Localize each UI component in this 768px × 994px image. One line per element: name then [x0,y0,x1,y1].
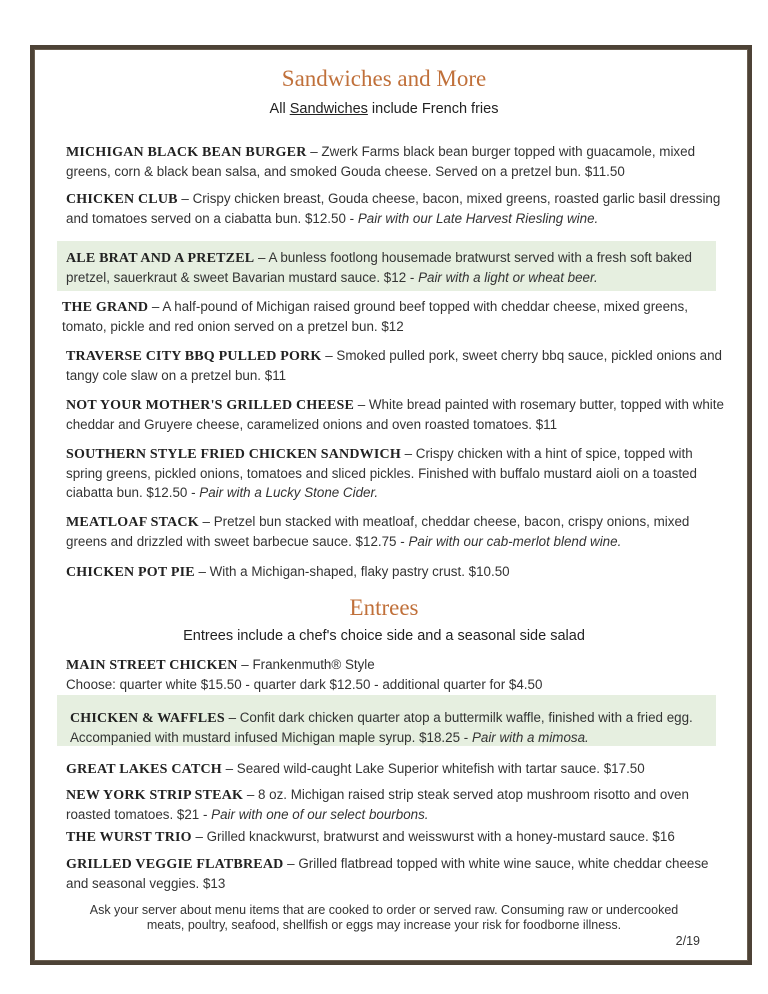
menu-item [66,346,726,385]
item-name: CHICKEN POT PIE [66,565,195,580]
section-subtitle-entrees: Entrees include a chef's choice side and a seasonal side salad [183,628,585,644]
dash: – [283,856,299,871]
dash: – [194,564,210,579]
item-name: SOUTHERN STYLE FRIED CHICKEN SANDWICH [66,447,401,462]
item-name: TRAVERSE CITY BBQ PULLED PORK [66,349,322,364]
section-title-entrees: Entrees [349,595,419,620]
item-description: Crispy chicken breast, Gouda cheese, bacon, mixed greens, roasted garlic basil dressing and tomatoes served on a ciabatta bun. $12.50 - [66,191,721,226]
item-pairing: Pair with our cab-merlot blend wine. [408,534,622,549]
item-name: MEATLOAF STACK [66,515,199,530]
menu-item [70,708,730,747]
page-number: 2/19 [675,934,700,948]
section-title-sandwiches: Sandwiches and More [281,66,487,91]
item-description: A half-pound of Michigan raised ground beef topped with cheddar cheese, mixed greens, tomato, pickle and red onion served on a pretzel bun. $12 [62,299,688,334]
dash: – [254,250,269,265]
disclaimer-line-1: Ask your server about menu items that are cooked to order or served raw. Consuming raw or undercooked [89,903,679,917]
item-description: Frankenmuth® Style [252,657,375,672]
item-description: Confit dark chicken quarter atop a buttermilk waffle, finished with a fried egg. Accompanied with mustard infused Michigan maple syrup. $18.25 - [70,710,693,745]
item-name: ALE BRAT AND A PRETZEL [66,251,255,266]
dash: – [148,299,163,314]
menu-item [66,655,726,694]
item-name: GREAT LAKES CATCH [66,762,222,777]
menu-border-inner [34,49,748,961]
menu-item [66,785,726,824]
dash: – [321,348,337,363]
item-name: CHICKEN & WAFFLES [70,711,225,726]
item-description: White bread painted with rosemary butter, topped with white cheddar and Gruyere cheese, caramelized onions and oven roasted tomatoes. $11 [66,397,724,432]
item-name: THE GRAND [62,300,149,315]
item-description: Grilled knackwurst, bratwurst and weisswurst with a honey-mustard sauce. $16 [206,829,675,844]
menu-item [66,562,726,582]
section-subtitle-sandwiches [0,101,768,117]
menu-item [66,248,726,287]
menu-item [66,189,726,228]
subtitle-text: include French fries [367,101,499,117]
item-description: 8 oz. Michigan raised strip steak served atop mushroom risotto and oven roasted tomatoes. $21 - [66,787,689,822]
dash: – [237,657,253,672]
menu-item [66,444,726,502]
item-description: With a Michigan-shaped, flaky pastry crust. $10.50 [209,564,510,579]
subtitle-text: All [269,101,290,117]
subtitle-underlined: Sandwiches [289,101,368,117]
menu-item [66,827,726,847]
item-description: Zwerk Farms black bean burger topped with guacamole, mixed greens, corn & black bean salsa, and smoked Gouda cheese. Served on a pretzel bun. $11.50 [66,144,696,179]
dash: – [177,191,193,206]
item-description: A bunless footlong housemade bratwurst served with a fresh soft baked pretzel, sauerkraut & sweet Bavarian mustard sauce. $12 - [66,250,692,285]
menu-item [66,759,726,779]
menu-item [66,854,726,893]
menu-item [62,297,722,336]
dash: – [306,144,322,159]
item-description: Pretzel bun stacked with meatloaf, cheddar cheese, bacon, crispy onions, mixed greens and drizzled with sweet barbecue sauce. $12.75 - [66,514,690,549]
item-pairing: Pair with a Lucky Stone Cider. [199,485,379,500]
item-pairing: Pair with a light or wheat beer. [418,270,598,285]
item-options: Choose: quarter white $15.50 - quarter dark $12.50 - additional quarter for $4.50 [66,677,543,692]
menu-item [66,142,726,181]
item-pairing: Pair with our Late Harvest Riesling wine. [357,211,599,226]
item-name: CHICKEN CLUB [66,192,178,207]
dash: – [198,514,214,529]
dash: – [243,787,258,802]
item-description: Smoked pulled pork, sweet cherry bbq sauce, pickled onions and tangy cole slaw on a pretzel bun. $11 [66,348,722,383]
item-name: GRILLED VEGGIE FLATBREAD [66,857,284,872]
item-name: MAIN STREET CHICKEN [66,658,238,673]
item-name: MICHIGAN BLACK BEAN BURGER [66,145,307,160]
menu-item [66,512,726,551]
item-name: NEW YORK STRIP STEAK [66,788,244,803]
dash: – [400,446,416,461]
item-description: Seared wild-caught Lake Superior whitefish with tartar sauce. $17.50 [236,761,645,776]
menu-item [66,395,726,434]
dash: – [221,761,237,776]
dash: – [224,710,240,725]
item-description: Grilled flatbread topped with white wine sauce, white cheddar cheese and seasonal veggies. $13 [66,856,709,891]
item-name: THE WURST TRIO [66,830,192,845]
disclaimer-line-2: meats, poultry, seafood, shellfish or eggs may increase your risk for foodborne illness. [146,918,622,932]
item-description: Crispy chicken with a hint of spice, topped with spring greens, pickled onions, tomatoes and sliced pickles. Finished with buffalo mustard aioli on a toasted ciabatta bun. $12.50 - [66,446,697,500]
item-pairing: Pair with one of our select bourbons. [211,807,429,822]
dash: – [191,829,207,844]
item-pairing: Pair with a mimosa. [471,730,589,745]
item-name: NOT YOUR MOTHER'S GRILLED CHEESE [66,398,355,413]
dash: – [354,397,369,412]
